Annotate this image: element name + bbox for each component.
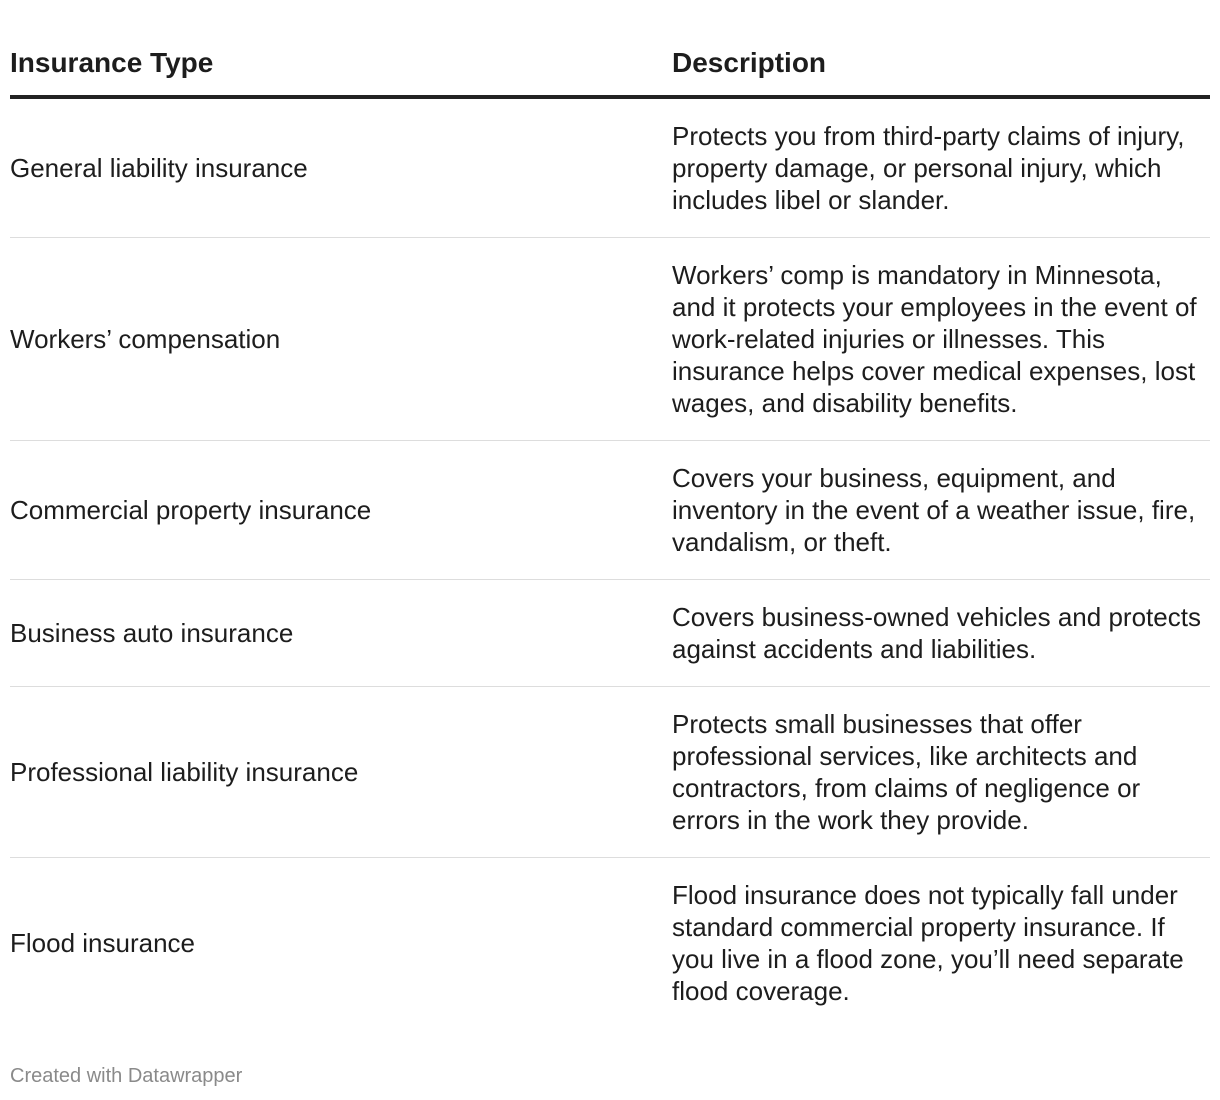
- insurance-table-container: [10, 40, 1210, 1028]
- description-cell: Workers’ comp is mandatory in Minnesota, and it protects your employees in the event of work-related injuries or illnesses. This insurance helps cover medical expenses, lost wages, and disability benefits.: [672, 238, 1210, 441]
- insurance-type-cell: Workers’ compensation: [10, 238, 672, 441]
- insurance-table: [10, 40, 1210, 1028]
- insurance-type-cell: Flood insurance: [10, 928, 195, 958]
- insurance-type-cell: Professional liability insurance: [10, 687, 672, 858]
- insurance-type-cell: General liability insurance: [10, 97, 672, 238]
- table-row: [10, 97, 1210, 238]
- insurance-type-cell: Commercial property insurance: [10, 441, 672, 580]
- table-row: [10, 238, 1210, 441]
- insurance-type-cell: Business auto insurance: [10, 580, 672, 687]
- datawrapper-credit: Created with Datawrapper: [10, 1065, 243, 1087]
- description-cell: Flood insurance does not typically fall under standard commercial property insurance. If you live in a flood zone, you’ll need separate flood coverage.: [672, 880, 1184, 1006]
- description-cell: Covers business-owned vehicles and protects against accidents and liabilities.: [672, 580, 1210, 687]
- description-cell: Protects small businesses that offer professional services, like architects and contractors, from claims of negligence or errors in the work they provide.: [672, 687, 1210, 858]
- description-cell: Covers your business, equipment, and inventory in the event of a weather issue, fire, vandalism, or theft.: [672, 441, 1210, 580]
- table-row: [10, 858, 1210, 1029]
- description-cell: Protects you from third-party claims of injury, property damage, or personal injury, which includes libel or slander.: [672, 97, 1210, 238]
- table-row: [10, 687, 1210, 858]
- column-header-description: Description: [672, 40, 1210, 97]
- column-header-insurance-type: Insurance Type: [10, 40, 672, 97]
- table-header-row: [10, 40, 1210, 97]
- table-row: [10, 441, 1210, 580]
- table-row: [10, 580, 1210, 687]
